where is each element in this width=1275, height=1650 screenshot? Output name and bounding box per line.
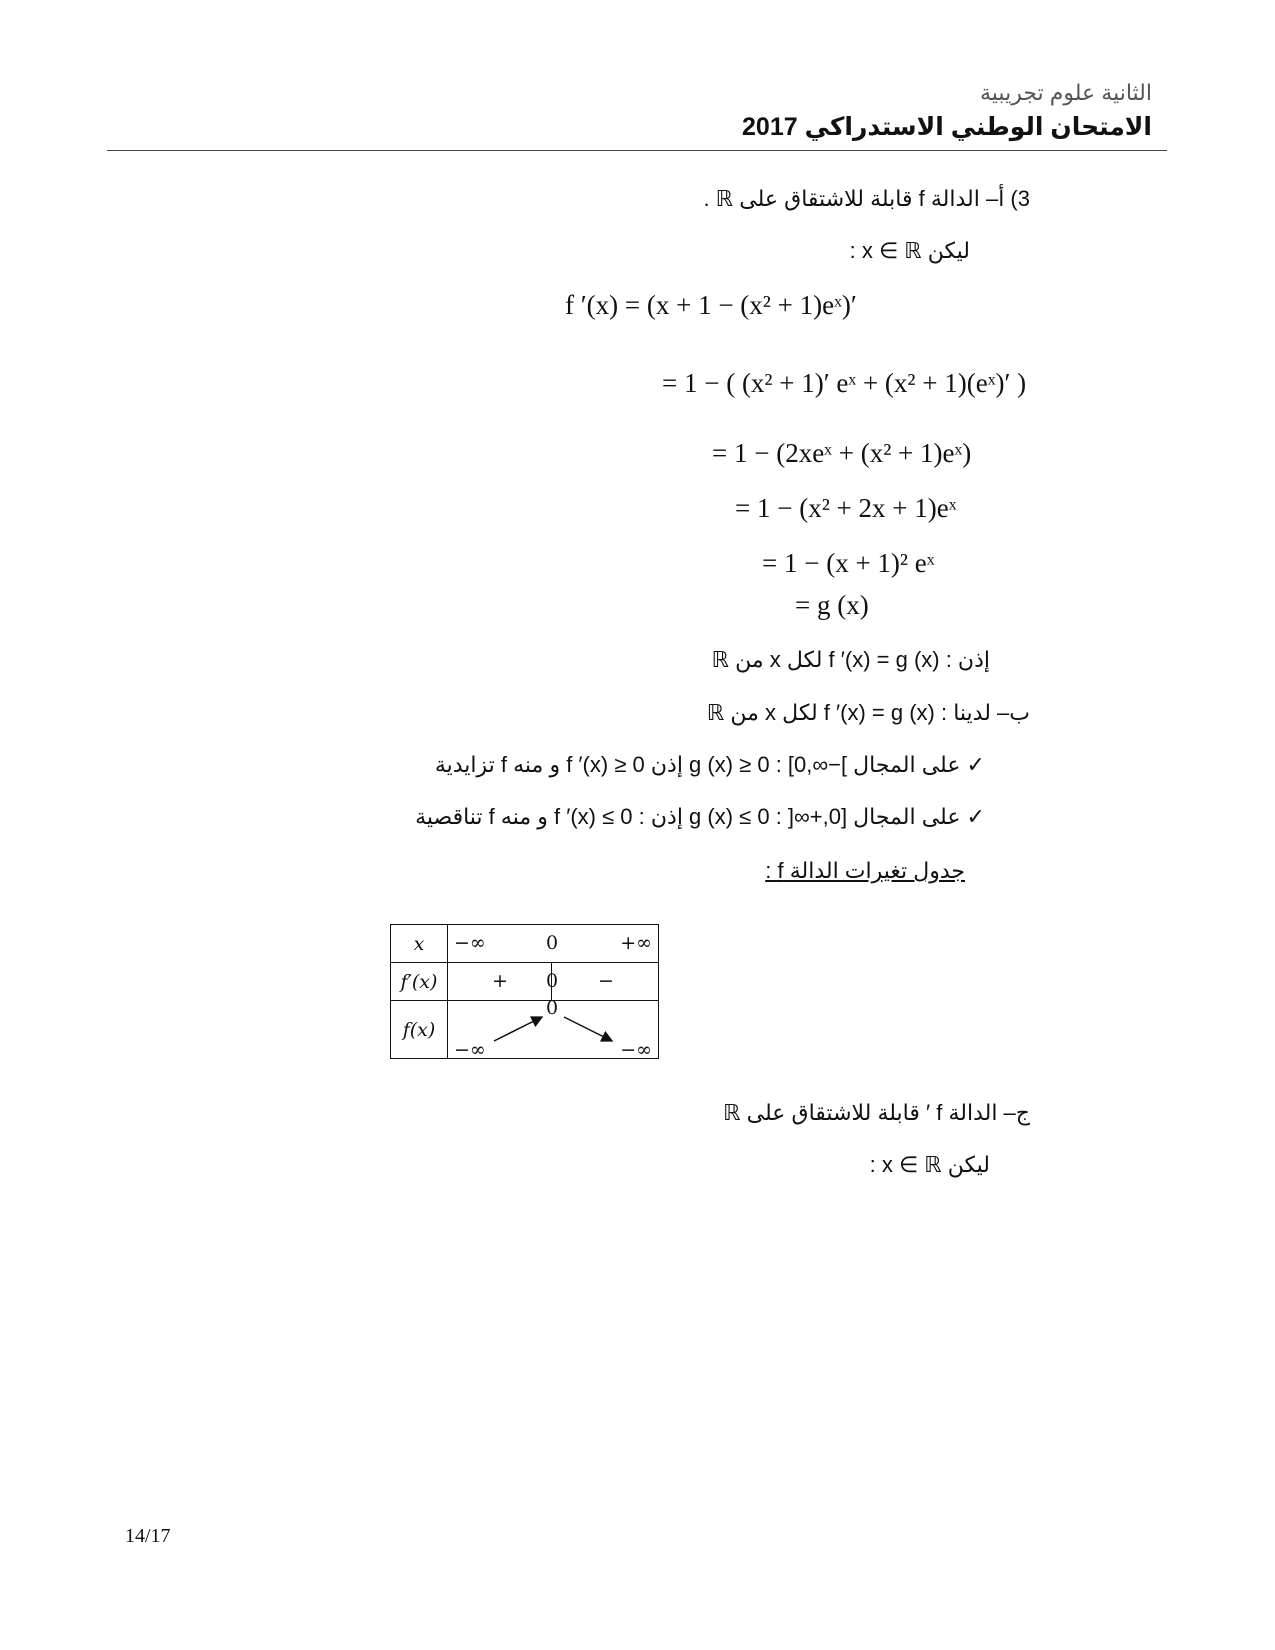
f-right-minus-inf: −∞ <box>620 1039 652 1061</box>
part-a-text: الدالة f قابلة للاشتقاق على ℝ . <box>703 186 980 211</box>
derivation-line-4: = 1 − (x² + 2x + 1)eˣ <box>735 493 957 523</box>
derivation-line-3: = 1 − (2xeˣ + (x² + 1)eˣ) <box>712 438 972 468</box>
decreasing-arrow <box>564 1017 612 1041</box>
table-title: جدول تغيرات الدالة f : <box>765 858 965 883</box>
page-number: 14/17 <box>125 1525 171 1547</box>
row-label-fprime: f′(x) <box>391 963 448 1001</box>
part-c-line: ج– الدالة f ′ قابلة للاشتقاق على ℝ <box>723 1100 1030 1125</box>
check-decreasing: ✓ على المجال [0,+∞[ : g (x) ≤ 0 إذن : f ′(x) ≤ 0 و منه f تناقصية <box>415 804 985 829</box>
header-title: الامتحان الوطني الاستدراكي 2017 <box>742 113 1152 141</box>
derivation-line-1: f ′(x) = (x + 1 − (x² + 1)eˣ)′ <box>565 290 857 320</box>
part-c-let: ليكن x ∈ ℝ : <box>869 1152 990 1177</box>
sign-plus: + <box>492 970 508 992</box>
derivation-line-2: = 1 − ( (x² + 1)′ eˣ + (x² + 1)(eˣ)′ ) <box>662 368 1027 398</box>
row-label-f: f(x) <box>391 1001 448 1059</box>
derivation-line-5: = 1 − (x + 1)² eˣ <box>762 548 935 578</box>
header-divider <box>107 150 1167 151</box>
row-label-x: x <box>391 925 448 963</box>
header-subtitle: الثانية علوم تجريبية <box>980 80 1152 105</box>
part-b-line: ب– لدينا : f ′(x) = g (x) لكل x من ℝ <box>706 700 1030 725</box>
let-x-line: ليكن x ∈ ℝ : <box>849 238 970 263</box>
x-minus-inf: −∞ <box>454 932 486 954</box>
part-a-label: 3) أ– <box>985 186 1030 211</box>
variation-table <box>390 924 659 1059</box>
zero-vertical-bar <box>551 963 552 1001</box>
x-zero: 0 <box>546 932 559 954</box>
increasing-arrow <box>494 1017 542 1041</box>
conclusion-line: إذن : f ′(x) = g (x) لكل x من ℝ <box>711 647 990 672</box>
check-increasing: ✓ على المجال ]−∞,0] : g (x) ≥ 0 إذن f ′(x) ≥ 0 و منه f تزايدية <box>434 752 985 777</box>
sign-zero: 0 <box>546 970 559 992</box>
variation-arrows <box>448 1001 658 1059</box>
part-a-line <box>704 186 1030 212</box>
f-max-zero: 0 <box>546 997 559 1019</box>
variation-cell <box>448 997 659 1061</box>
sign-cell <box>448 963 659 1001</box>
x-plus-inf: +∞ <box>620 932 652 954</box>
derivation-line-6: = g (x) <box>795 590 869 620</box>
sign-minus: − <box>598 970 614 992</box>
x-values-cell <box>448 925 659 963</box>
f-left-minus-inf: −∞ <box>454 1039 486 1061</box>
